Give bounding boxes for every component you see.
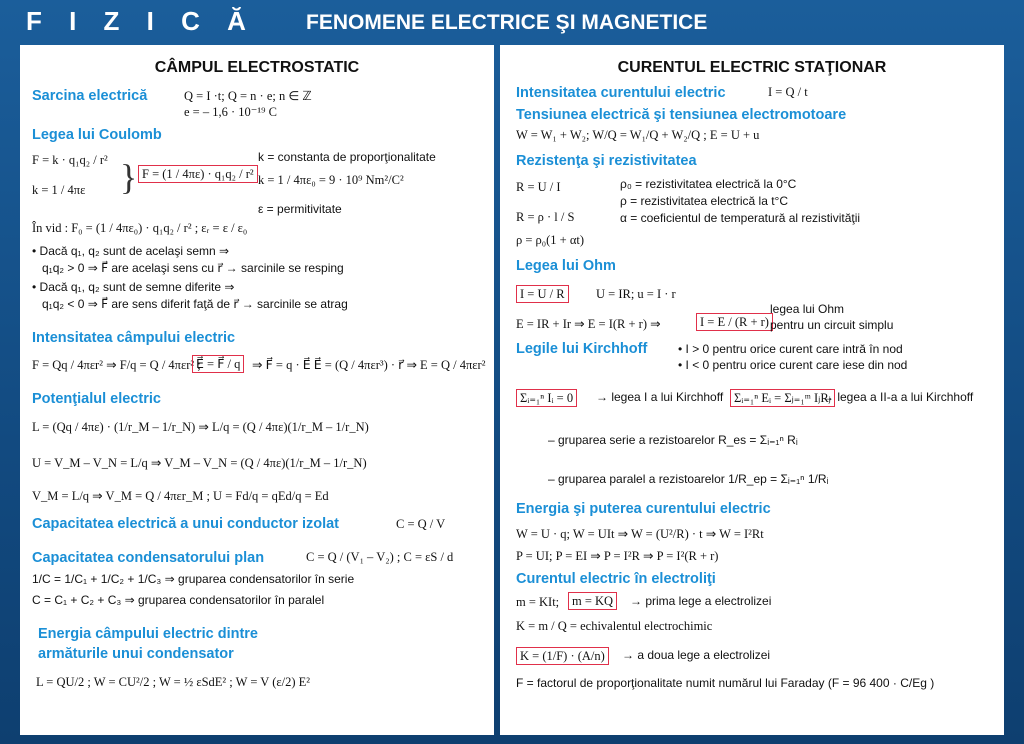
formula-voltage: W = W₁ + W₂; W/Q = W₁/Q + W₂/Q ; E = U + u	[516, 128, 760, 142]
formula-field-1: F = Qq / 4πεr² ⇒ F/q = Q / 4πεr² ;	[32, 358, 201, 372]
def-rho0: ρ₀ = rezistivitatea electrică la 0°C	[620, 177, 797, 191]
panel-title: CÂMPUL ELECTROSTATIC	[154, 59, 360, 76]
panel-title: CURENTUL ELECTRIC STAŢIONAR	[617, 59, 887, 76]
formula-potential-2: U = V_M – V_N = L/q ⇒ V_M – V_N = (Q / 4πε)(1/r_M – 1/r_N)	[32, 456, 367, 470]
electrolysis-law-1: → prima lege a electrolizei	[630, 594, 772, 608]
bullet-diff-sign-result: q₁q₂ < 0 ⇒ F⃗ are sens diferit faţă de r⃗ → sarcinile se atrag	[42, 297, 348, 311]
boxed-kirchhoff-2: Σᵢ₌₁ⁿ Eᵢ = Σⱼ₌₁ᵐ IⱼRⱼ	[730, 389, 835, 407]
bullet-same-sign-result: q₁q₂ > 0 ⇒ F⃗ are acelaşi sens cu r⃗ → sarcinile se resping	[42, 261, 344, 275]
faraday-constant: F = factorul de proporţionalitate numit numărul lui Faraday (F = 96 400 · C/Eg )	[516, 676, 935, 690]
def-rho: ρ = rezistivitatea electrică la t°C	[620, 194, 789, 208]
formula-potential-3: V_M = L/q ⇒ V_M = Q / 4πεr_M ; U = Fd/q = qEd/q = Ed	[32, 489, 329, 503]
k-definition: k = constanta de proporţionalitate	[258, 150, 436, 164]
k-value: k = 1 / 4πε₀ = 9 · 10⁹ Nm²/C²	[258, 173, 404, 187]
formula-capacitance: C = Q / V	[396, 517, 446, 531]
formula-ohm-2: E = IR + Ir ⇒ E = I(R + r) ⇒	[516, 317, 661, 331]
formula-ohm-1: U = IR; u = I · r	[596, 287, 676, 301]
electrolysis-law-2: → a doua lege a electrolizei	[622, 648, 771, 662]
formula-potential-1: L = (Qq / 4πε) · (1/r_M – 1/r_N) ⇒ L/q = (Q / 4πε)(1/r_M – 1/r_N)	[32, 420, 369, 434]
boxed-kirchhoff-1: Σᵢ₌₁ⁿ Iᵢ = 0	[516, 389, 577, 407]
panel-stationary-current	[500, 45, 1004, 735]
def-alpha: α = coeficientul de temperatură al rezistivităţii	[620, 211, 861, 225]
formula-field-2: ⇒ F⃗ = q · E⃗ E⃗ = (Q / 4πεr³) · r⃗ ⇒ E = Q / 4πεr²	[252, 358, 486, 372]
capacitor-parallel: C = C₁ + C₂ + C₃ ⇒ gruparea condensatorilor în paralel	[32, 593, 325, 607]
heading-energy-power: Energia şi puterea curentului electric	[516, 501, 771, 517]
formula-vacuum: În vid : F₀ = (1 / 4πε₀) · q₁q₂ / r² ; εᵣ = ε / ε₀	[32, 221, 248, 235]
heading-capacitor-energy-1: Energia câmpului electric dintre	[38, 626, 258, 642]
formula-current: I = Q / t	[768, 85, 808, 99]
ohm-label-1: legea lui Ohm	[770, 302, 845, 316]
kirchhoff-law-1: → legea I a lui Kirchhoff	[596, 390, 724, 404]
heading-ohm-law: Legea lui Ohm	[516, 258, 616, 274]
heading-capacitance: Capacitatea electrică a unui conductor izolat	[32, 516, 339, 532]
heading-electric-potential: Potenţialul electric	[32, 391, 161, 407]
heading-current-intensity: Intensitatea curentului electric	[516, 85, 726, 101]
heading-kirchhoff: Legile lui Kirchhoff	[516, 341, 648, 357]
boxed-coulomb-law: F = (1 / 4πε) · q₁q₂ / r²	[138, 165, 258, 183]
formula-capacitor-energy: L = QU/2 ; W = CU²/2 ; W = ½ εSdE² ; W = V (ε/2) E²	[36, 675, 311, 689]
capacitor-series: 1/C = 1/C₁ + 1/C₂ + 1/C₃ ⇒ gruparea condensatorilor în serie	[32, 572, 355, 586]
ohm-label-2: pentru un circuit simplu	[770, 318, 894, 332]
kirchhoff-law-2: → legea a II-a a lui Kirchhoff	[822, 390, 974, 404]
formula-power: P = UI; P = EI ⇒ P = I²R ⇒ P = I²(R + r)	[516, 549, 719, 563]
formula-charge: Q = I ·t; Q = n · e; n ∈ ℤ	[184, 89, 312, 103]
formula-coulomb-k: k = 1 / 4πε	[32, 183, 86, 197]
page-header	[0, 0, 1024, 44]
brand-title: F I Z I C Ă	[26, 6, 256, 36]
brace: }	[120, 157, 138, 197]
resistors-series: – gruparea serie a rezistoarelor R_es = Σᵢ₌₁ⁿ Rᵢ	[548, 433, 798, 447]
bullet-same-sign: • Dacă q₁, q₂ sunt de acelaşi semn ⇒	[32, 244, 230, 258]
formula-coulomb-force: F = k · q₁q₂ / r²	[32, 153, 108, 167]
heading-electric-charge: Sarcina electrică	[32, 88, 148, 104]
page-title: FENOMENE ELECTRICE ŞI MAGNETICE	[306, 11, 708, 34]
panel-electrostatic-field	[20, 45, 494, 735]
heading-field-intensity: Intensitatea câmpului electric	[32, 330, 236, 346]
formula-resistivity-temperature: ρ = ρ₀(1 + αt)	[516, 233, 585, 247]
boxed-field-definition: E⃗ = F⃗ / q	[192, 355, 244, 373]
heading-electrolytes: Curentul electric în electroliţi	[516, 571, 716, 587]
heading-resistance: Rezistenţa şi rezistivitatea	[516, 153, 697, 169]
heading-capacitor-energy-2: armăturile unui condensator	[38, 646, 234, 662]
heading-plane-capacitor: Capacitatea condensatorului plan	[32, 550, 265, 566]
epsilon-definition: ε = permitivitate	[258, 202, 342, 216]
formula-electrochemical-equivalent: K = m / Q = echivalentul electrochimic	[516, 619, 713, 633]
formula-electron-charge: e = – 1,6 · 10⁻¹⁹ C	[184, 105, 277, 119]
formula-energy: W = U · q; W = UIt ⇒ W = (U²/R) · t ⇒ W = I²Rt	[516, 527, 764, 541]
heading-coulomb-law: Legea lui Coulomb	[32, 127, 162, 143]
boxed-ohm-law: I = U / R	[516, 285, 569, 303]
formula-electrolysis-1: m = KIt;	[516, 595, 560, 609]
formula-resistance: R = U / I	[516, 180, 561, 194]
formula-resistivity: R = ρ · l / S	[516, 210, 575, 224]
boxed-electrolysis-1: m = KQ	[568, 592, 617, 610]
bullet-diff-sign: • Dacă q₁, q₂ sunt de semne diferite ⇒	[32, 280, 235, 294]
boxed-electrolysis-2: K = (1/F) · (A/n)	[516, 647, 609, 665]
heading-voltage: Tensiunea electrică şi tensiunea electromotoare	[516, 107, 847, 123]
boxed-ohm-circuit: I = E / (R + r)	[696, 313, 773, 331]
kirchhoff-bullet-1: • I > 0 pentru orice curent care intră în nod	[678, 342, 903, 356]
resistors-parallel: – gruparea paralel a rezistoarelor 1/R_ep = Σᵢ₌₁ⁿ 1/Rᵢ	[548, 472, 829, 486]
kirchhoff-bullet-2: • I < 0 pentru orice curent care iese din nod	[678, 358, 908, 372]
formula-plane-capacitor: C = Q / (V₁ – V₂) ; C = εS / d	[306, 550, 454, 564]
